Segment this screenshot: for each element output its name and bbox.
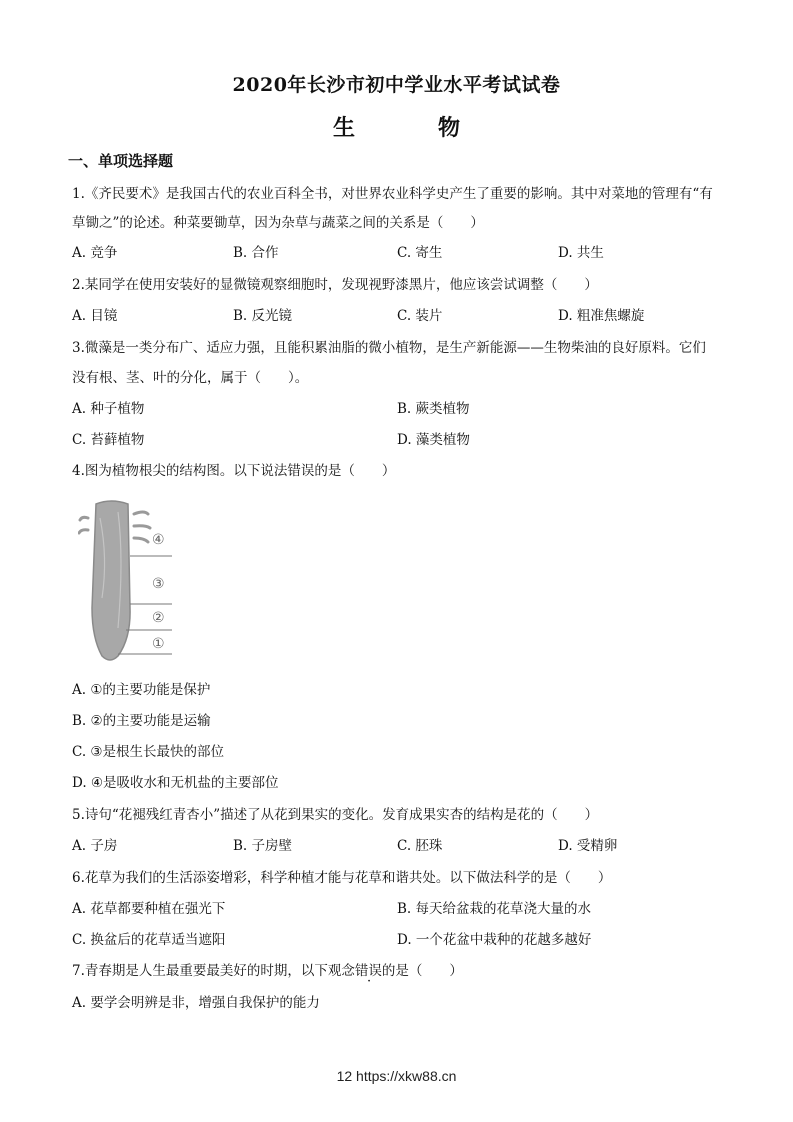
q7-option-a: A. 要学会明辨是非，增强自我保护的能力 [72, 995, 320, 1011]
q2-stem: 2.某同学在使用安装好的显微镜观察细胞时，发现视野漆黑片，他应该尝试调整（ ） [72, 277, 598, 293]
label-region-3: ③ [152, 576, 165, 592]
q3-option-d: D. 藻类植物 [397, 432, 470, 448]
root-tip-figure [78, 498, 178, 664]
q2-option-a: A. 目镜 [72, 308, 118, 324]
q7-stem-part1: 7.青春期是人生最重要最美好的时期，以下观念 [72, 963, 355, 979]
q5-option-d: D. 受精卵 [558, 838, 618, 854]
q4-option-b: B. ②的主要功能是运输 [72, 713, 211, 729]
q6-option-a: A. 花草都要种植在强光下 [72, 901, 226, 917]
page-number: 12 [336, 1068, 353, 1084]
q1-stem-line2: 草锄之”的论述。种菜要锄草，因为杂草与蔬菜之间的关系是（ ） [72, 215, 484, 231]
label-region-1: ① [152, 636, 165, 652]
label-region-4: ④ [152, 532, 165, 548]
q3-option-a: A. 种子植物 [72, 401, 145, 417]
page-footer [0, 1068, 793, 1084]
q3-option-b: B. 蕨类植物 [397, 401, 470, 417]
section-heading: 一、单项选择题 [68, 152, 174, 170]
q2-option-c: C. 装片 [397, 308, 443, 324]
subject-char-2: 物 [438, 115, 461, 141]
q1-option-d: D. 共生 [558, 245, 604, 261]
q4-option-c: C. ③是根生长最快的部位 [72, 744, 225, 760]
root-tip-diagram [78, 498, 178, 664]
q6-stem: 6.花草为我们的生活添姿增彩，科学种植才能与花草和谐共处。以下做法科学的是（ ） [72, 870, 612, 886]
q4-option-d: D. ④是吸收水和无机盐的主要部位 [72, 775, 279, 791]
q4-option-a: A. ①的主要功能是保护 [72, 682, 211, 698]
root-body [92, 501, 130, 660]
q5-option-c: C. 胚珠 [397, 838, 443, 854]
q3-stem-line1: 3.微藻是一类分布广、适应力强，且能积累油脂的微小植物，是生产新能源——生物柴油的良好原料。它们 [72, 340, 706, 356]
exam-title: 2020年长沙市初中学业水平考试试卷 [232, 74, 561, 96]
q4-stem: 4.图为植物根尖的结构图。以下说法错误的是（ ） [72, 463, 396, 479]
q1-option-b: B. 合作 [233, 245, 279, 261]
q3-option-c: C. 苔藓植物 [72, 432, 145, 448]
label-region-2: ② [152, 610, 165, 626]
q2-option-d: D. 粗准焦螺旋 [558, 308, 645, 324]
q1-stem-line1: 1.《齐民要术》是我国古代的农业百科全书，对世界农业科学史产生了重要的影响。其中对菜地的管理有“有 [72, 186, 713, 202]
q1-option-c: C. 寄生 [397, 245, 443, 261]
q7-emphasis-word: 错误 [354, 963, 382, 979]
q5-stem: 5.诗句“花褪残红青杏小”描述了从花到果实的变化。发育成果实杏的结构是花的（ ） [72, 807, 599, 823]
q7-stem [72, 961, 463, 981]
q5-option-a: A. 子房 [72, 838, 118, 854]
q5-option-b: B. 子房壁 [233, 838, 293, 854]
q7-stem-part2: 的是（ ） [381, 963, 463, 979]
q2-option-b: B. 反光镜 [233, 308, 293, 324]
q1-option-a: A. 竞争 [72, 245, 118, 261]
subject-char-1: 生 [333, 115, 356, 141]
q6-option-b: B. 每天给盆栽的花草浇大量的水 [397, 901, 592, 917]
q6-option-d: D. 一个花盆中栽种的花越多越好 [397, 932, 592, 948]
footer-url[interactable]: https://xkw88.cn [356, 1068, 457, 1084]
q3-stem-line2: 没有根、茎、叶的分化，属于（ ）。 [72, 370, 309, 386]
q6-option-c: C. 换盆后的花草适当遮阳 [72, 932, 226, 948]
